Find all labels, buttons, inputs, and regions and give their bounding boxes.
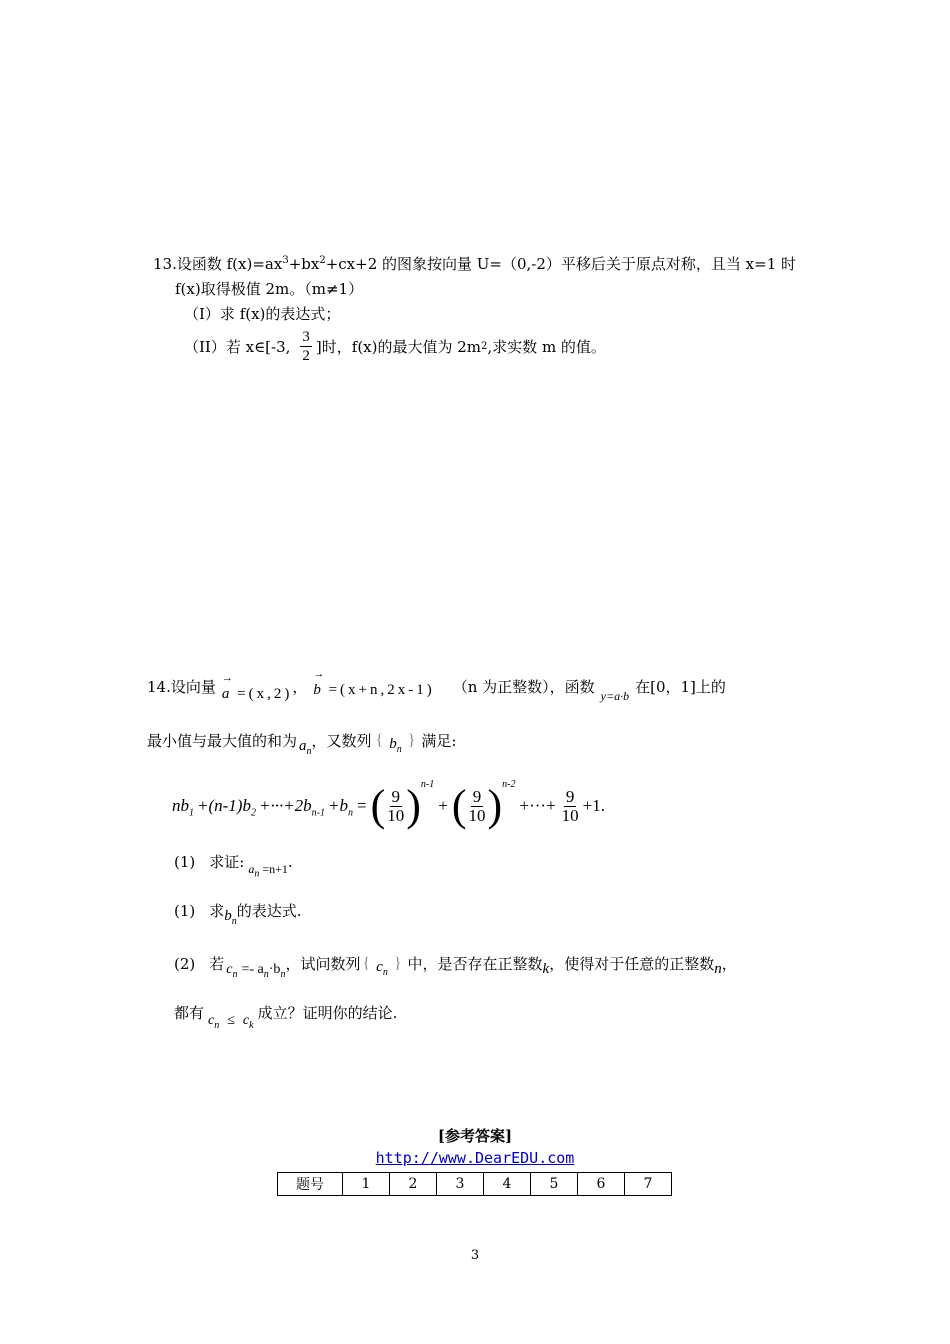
q14-equation: $nb_1$ $+(n-1)b_2$ $+\cdot\cdot\cdot+2b_{n-1}$ $+b_n$ = ( $\frac{9}{10}$ ) n-1 + ( $\frac{9}{10}$ ) n-2 +···+ $\frac{9}{10}$ +1 . <box>172 778 606 830</box>
table-cell: 4 <box>484 1173 531 1196</box>
q14-line1: 14.设向量 → a =(x,2) ， → b =(x+n,2x-1) （n 为正整数），函数 y=a·b 在[0，1]上的 <box>147 668 726 703</box>
table-cell: 3 <box>437 1173 484 1196</box>
table-cell: 5 <box>531 1173 578 1196</box>
table-cell: 题号 <box>278 1173 343 1196</box>
q13-part1: （I）求 f(x)的表达式； <box>184 305 341 323</box>
fraction-nine-tenths: $\frac{9}{10}$ <box>561 786 579 825</box>
fraction-nine-tenths: $\frac{9}{10}$ <box>468 786 486 825</box>
table-cell: 7 <box>625 1173 672 1196</box>
page-number: 3 <box>470 1248 480 1263</box>
q14-part2: (1) 求 $b_n$ 的表达式. <box>174 901 302 927</box>
fraction-nine-tenths: $\frac{9}{10}$ <box>387 786 405 825</box>
table-cell: 1 <box>343 1173 390 1196</box>
vector-b: → b =(x+n,2x-1) <box>313 668 435 698</box>
answers-title: [参考答案] <box>437 1127 513 1145</box>
q14-line2: 最小值与最大值的和为 $a_n$ ，又数列 { $b_n$ } 满足: <box>147 731 457 757</box>
dearedu-link[interactable]: http://www.DearEDU.com <box>375 1149 575 1167</box>
table-row <box>278 1173 672 1196</box>
q13-line2: f(x)取得极值 2m。（m≠1） <box>175 280 364 298</box>
q14-part3-cont: 都有 $c_n \le c_k$ 成立？证明你的结论. <box>174 1004 398 1031</box>
q14-part3: (2) 若 $c_n =- a_n\cdot b_n$ ，试问数列 { $c_n$ } 中，是否存在正整数 k ，使得对于任意的正整数 n ， <box>174 954 737 980</box>
q13-part2: （II）若 x∈[-3, $\frac{3}{2}$ ]时，f(x)的最大值为 2m 2 ,求实数 m 的值。 <box>184 329 606 364</box>
answer-table <box>277 1172 672 1196</box>
fraction-three-halves: $\frac{3}{2}$ <box>302 329 310 364</box>
q14-part1: (1) 求证: $a_n =n+1$ . <box>174 852 293 880</box>
table-cell: 2 <box>390 1173 437 1196</box>
answers-link-wrap <box>0 1149 950 1167</box>
table-cell: 6 <box>578 1173 625 1196</box>
q13-line1: 13.设函数 $f(x)=ax^3+bx^2+cx+2$ 的图象按向量 U=（0,-2）平移后关于原点对称，且当 x=1 时 <box>153 255 797 273</box>
vector-a: → a =(x,2) <box>221 672 293 702</box>
